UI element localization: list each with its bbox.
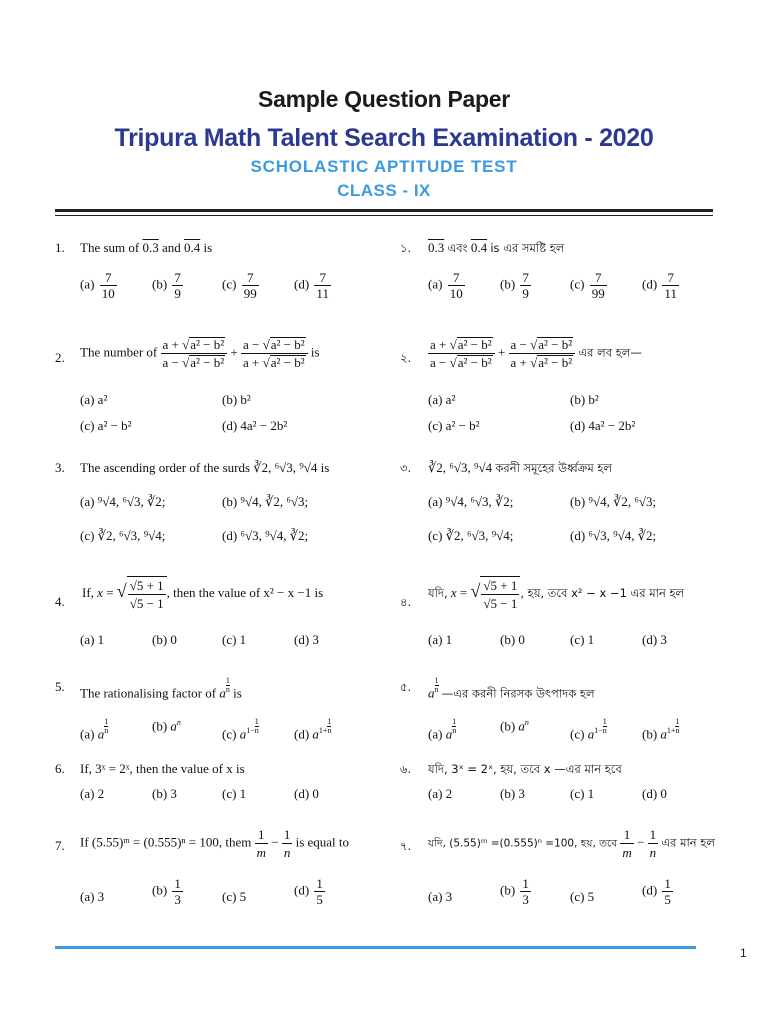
option: (d) $\frac{7}{11}$ — [642, 270, 677, 301]
option: (a) 2 — [80, 786, 105, 801]
question-number: 3. — [55, 460, 65, 475]
question-2-bn: $\frac{\text{a + √a² − b²}}{\text{a − √a² − b²}}$ + $\frac{\text{a − √a² − b²}}{\text{a + √a² − b²}}$ এর লব হল— — [430, 337, 642, 370]
option: (c) $a^{1-}$ $\frac{1}{n}$ — [570, 717, 607, 742]
option: (c) 1 — [222, 632, 247, 647]
option: (b) 3 — [500, 786, 525, 801]
question-number: ২. — [400, 351, 412, 365]
option: (b) $\frac{1}{3}$ — [500, 876, 529, 907]
option: (d) 3 — [642, 632, 667, 647]
option: (b) $a^n$ — [152, 718, 181, 734]
option: (d) 4a² − 2b² — [222, 418, 288, 433]
footer-rule — [55, 946, 696, 949]
option: (d) $\frac{7}{11}$ — [294, 270, 329, 301]
recurring-decimal: 0.4 — [184, 240, 201, 255]
option: (d) ⁶√3, ⁹√4, ∛2; — [570, 528, 657, 543]
option: (d) 4a² − 2b² — [570, 418, 636, 433]
question-number: ১. — [400, 241, 412, 255]
page-number: 1 — [740, 946, 747, 960]
header-rule-thin — [55, 215, 713, 216]
option: (d) ⁶√3, ⁹√4, ∛2; — [222, 528, 309, 543]
option: (d) 0 — [294, 786, 319, 801]
question-number: ৩. — [400, 461, 412, 475]
question-5: The rationalising factor of a $\frac{1}{n}$ is — [80, 676, 242, 701]
option: (b) b² — [222, 392, 251, 407]
option: (b) ⁹√4, ∛2, ⁶√3; — [222, 494, 309, 509]
option: (d) $\frac{1}{5}$ — [294, 876, 323, 907]
option: (a) 2 — [428, 786, 453, 801]
question-3: The ascending order of the surds ∛2, ⁶√3, ⁹√4 is — [80, 460, 330, 475]
option: (c) a² − b² — [80, 418, 132, 433]
option: (c) a² − b² — [428, 418, 480, 433]
question-2: The number of $\frac{\text{a + √a² − b²}}{\text{a − √a² − b²}}$ + $\frac{\text{a − √a² − b²}}{\text{a + √a² − b²}}$ is — [80, 337, 320, 370]
option: (a) a² — [80, 392, 108, 407]
question-number: 7. — [55, 838, 65, 853]
recurring-decimal: 0.3 — [142, 240, 159, 255]
option: (b) b² — [570, 392, 599, 407]
question-number: ৭. — [400, 839, 412, 853]
option: (a) a² — [428, 392, 456, 407]
question-number: ৫. — [400, 680, 412, 694]
exam-title: Tripura Math Talent Search Examination - 2020 — [114, 124, 654, 152]
question-number: 1. — [55, 240, 65, 255]
question-5-bn: a $\frac{1}{n}$ —এর করনী নিরসক উৎপাদক হল — [428, 676, 595, 701]
option: (c) $\frac{7}{99}$ — [222, 270, 257, 301]
question-number: ৪. — [400, 595, 412, 609]
option: (b) $\frac{1}{3}$ — [152, 876, 181, 907]
question-7: If (5.55)ᵐ = (0.555)ⁿ = 100, them $\frac{1}{m}$ − $\frac{1}{n}$ is equal to — [80, 827, 350, 860]
option: (b) $\frac{7}{9}$ — [500, 270, 529, 301]
option: (b) $\frac{7}{9}$ — [152, 270, 181, 301]
question-1-bn: 0.3 এবং 0.4 is এর সমষ্টি হল — [428, 240, 565, 255]
test-name: SCHOLASTIC APTITUDE TEST — [250, 157, 518, 176]
option: (b) 3 — [152, 786, 177, 801]
option: (b) ⁹√4, ∛2, ⁶√3; — [570, 494, 657, 509]
question-number: 2. — [55, 350, 65, 365]
question-4: If, x = √ $\frac{√5 + 1}{√5 - 1}$ , then the value of x² − x −1 is — [82, 578, 324, 611]
class-label: CLASS - IX — [337, 181, 431, 200]
expression-fraction: $\frac{\text{a + √a² − b²}}{\text{a − √a² − b²}}$ — [161, 336, 228, 371]
option: (a) 1 — [428, 632, 453, 647]
question-number: 5. — [55, 679, 65, 694]
option: (a) $\frac{7}{10}$ — [80, 270, 115, 301]
option: (b) 0 — [152, 632, 177, 647]
option: (c) 1 — [570, 632, 595, 647]
option: (a) ⁹√4, ⁶√3, ∛2; — [428, 494, 514, 509]
option: (c) 1 — [570, 786, 595, 801]
question-6: If, 3ˣ = 2ˣ, then the value of x is — [80, 761, 245, 776]
option: (a) 1 — [80, 632, 105, 647]
option: (c) $a^{1-}$ $\frac{1}{n}$ — [222, 717, 259, 742]
option: (a) 3 — [428, 889, 453, 904]
question-6-bn: যদি, 3ˣ = 2ˣ, হয়, তবে x —এর মান হবে — [428, 762, 622, 776]
question-7-bn: যদি, (5.55)ᵐ =(0.555)ⁿ =100, হয়, তবে $\frac{1}{m}$ − $\frac{1}{n}$ এর মান হল — [428, 827, 715, 860]
option: (a) a $\frac{1}{n}$ — [428, 717, 457, 742]
expression-fraction: $\frac{√5 + 1}{√5 - 1}$ — [127, 576, 167, 612]
option: (c) ∛2, ⁶√3, ⁹√4; — [428, 528, 514, 543]
question-number: 6. — [55, 761, 65, 776]
question-3-bn: ∛2, ⁶√3, ⁹√4 করনী সমূহের উর্ধ্বক্রম হল — [428, 460, 612, 475]
header-rule-thick — [55, 209, 713, 212]
option: (b) $a^n$ — [500, 718, 529, 734]
option: (d) $a^{1+}$ $\frac{1}{n}$ — [294, 717, 332, 742]
paper-title: Sample Question Paper — [258, 86, 510, 112]
option: (c) 5 — [222, 889, 247, 904]
option: (d) 3 — [294, 632, 319, 647]
question-1: The sum of 0.3 and 0.4 is — [80, 240, 213, 255]
option: (c) 1 — [222, 786, 247, 801]
option: (b) 0 — [500, 632, 525, 647]
option: (a) 3 — [80, 889, 105, 904]
option: (c) $\frac{7}{99}$ — [570, 270, 605, 301]
option: (c) ∛2, ⁶√3, ⁹√4; — [80, 528, 166, 543]
option: (b) $a^{1+}$ $\frac{1}{n}$ — [642, 717, 680, 742]
option: (d) $\frac{1}{5}$ — [642, 876, 671, 907]
question-number: 4. — [55, 594, 65, 609]
option: (d) 0 — [642, 786, 667, 801]
expression-fraction: $\frac{\text{a − √a² − b²}}{\text{a + √a² − b²}}$ — [241, 336, 308, 371]
question-4-bn: যদি, x = √ $\frac{√5 + 1}{√5 - 1}$ , হয়, তবে x² − x −1 এর মান হল — [428, 578, 685, 611]
option: (a) ⁹√4, ⁶√3, ∛2; — [80, 494, 166, 509]
option: (c) 5 — [570, 889, 595, 904]
question-number: ৬. — [400, 762, 412, 776]
option: (a) a $\frac{1}{n}$ — [80, 717, 109, 742]
option: (a) $\frac{7}{10}$ — [428, 270, 463, 301]
